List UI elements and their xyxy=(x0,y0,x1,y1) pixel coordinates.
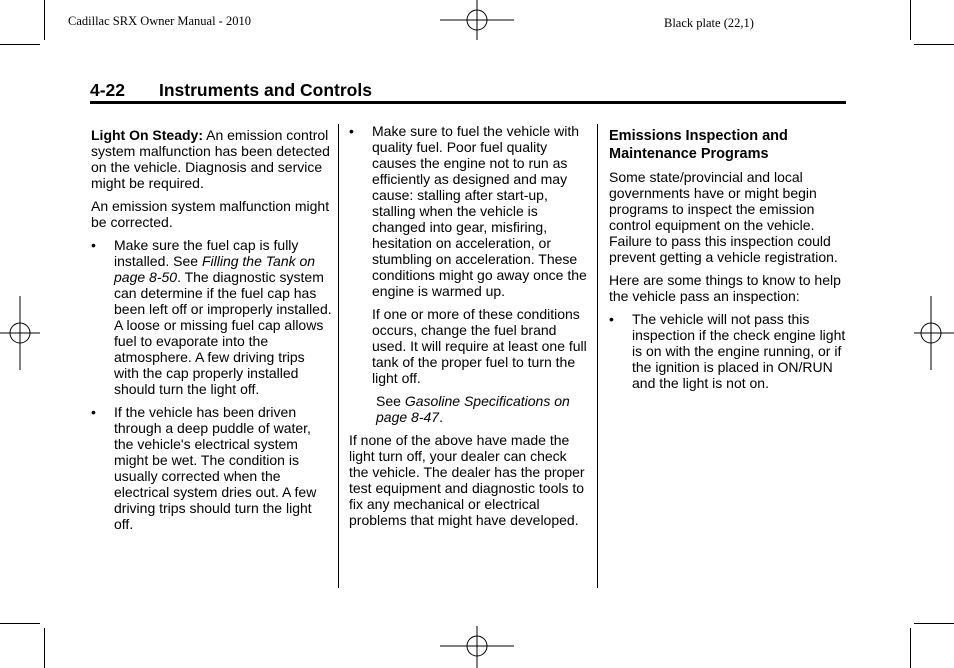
registration-mark-top xyxy=(440,0,516,42)
column-divider xyxy=(597,124,598,588)
column-divider xyxy=(338,124,339,588)
crop-mark xyxy=(44,0,45,40)
list-item xyxy=(91,404,333,532)
bullet-icon: • xyxy=(91,237,96,253)
crop-mark xyxy=(0,44,40,45)
bullet-text: . The diagnostic system can determine if the fuel cap has been left off or improperly installed. A loose or missing fuel cap allows fuel to evaporate into the atmosphere. A few driving trips with the cap properly installed should turn the light off. xyxy=(114,269,332,397)
crop-mark xyxy=(914,623,954,624)
light-on-steady-paragraph xyxy=(91,127,333,191)
lead-text: An emission control system malfunction has been detected on the vehicle. Diagnosis and service might be required. xyxy=(91,127,330,191)
crop-mark xyxy=(0,623,40,624)
registration-mark-bottom xyxy=(440,626,516,668)
paragraph: Here are some things to know to help the vehicle pass an inspection: xyxy=(609,272,841,304)
section-heading: Emissions Inspection and Maintenance Programs xyxy=(609,128,788,162)
bullet-text: Make sure to fuel the vehicle with quality fuel. Poor fuel quality causes the engine not to run as efficiently as designed and may cause: stalling after start-up, stalling when the vehicle is changed into gear, misfiring, hesitation on acceleration, or stumbling on acceleration. These conditions might go away once the engine is warmed up. xyxy=(372,123,587,299)
page-number: 4-22 xyxy=(90,80,126,100)
continuation-paragraph: If one or more of these conditions occurs, change the fuel brand used. It will require at least one full tank of the proper fuel to turn the light off. xyxy=(372,306,587,386)
paragraph: If none of the above have made the light turn off, your dealer can check the vehicle. The dealer has the proper test equipment and diagnostic tools to fix any mechanical or electrical problems that might have developed. xyxy=(349,432,585,528)
bullet-icon: • xyxy=(349,123,354,139)
see-suffix: . xyxy=(439,409,443,425)
registration-mark-right xyxy=(912,296,954,372)
registration-mark-left xyxy=(0,296,42,372)
paragraph: Some state/provincial and local governments have or might begin programs to inspect the emission control equipment on the vehicle. Failure to pass this inspection could prevent getting a vehicle registration. xyxy=(609,169,838,265)
bullet-text: Make sure the fuel cap is fully installed. See xyxy=(114,237,299,269)
bullet-text: If the vehicle has been driven through a deep puddle of water, the vehicle's electrical system might be wet. The condition is usually corrected when the electrical system dries out. A few driving trips should turn the light off. xyxy=(114,404,317,532)
paragraph: An emission system malfunction might be corrected. xyxy=(91,198,330,230)
bullet-icon: • xyxy=(91,404,96,420)
title-divider xyxy=(90,101,846,104)
manual-title: Cadillac SRX Owner Manual - 2010 xyxy=(68,14,251,28)
plate-label: Black plate (22,1) xyxy=(664,16,754,30)
see-prefix: See xyxy=(376,393,405,409)
crop-mark xyxy=(44,628,45,668)
crop-mark xyxy=(914,44,954,45)
column-2 xyxy=(349,123,589,535)
page-title xyxy=(90,80,372,101)
bullet-text: The vehicle will not pass this inspection if the check engine light is on with the engine running, or if the ignition is placed in ON/RUN and the light is not on. xyxy=(632,311,846,391)
list-item xyxy=(91,237,333,397)
crop-mark xyxy=(910,628,911,668)
cross-reference-link[interactable]: Gasoline Specifications on page 8-47 xyxy=(376,393,570,425)
lead-label: Light On Steady: xyxy=(91,127,203,143)
list-item xyxy=(609,311,849,391)
list-item xyxy=(349,123,589,299)
column-1 xyxy=(91,127,333,539)
bullet-icon: • xyxy=(609,311,614,327)
cross-reference-link[interactable]: Filling the Tank on page 8-50 xyxy=(114,253,316,285)
see-reference xyxy=(349,393,589,425)
column-3 xyxy=(609,127,849,398)
crop-mark xyxy=(910,0,911,40)
section-title: Instruments and Controls xyxy=(159,80,372,100)
